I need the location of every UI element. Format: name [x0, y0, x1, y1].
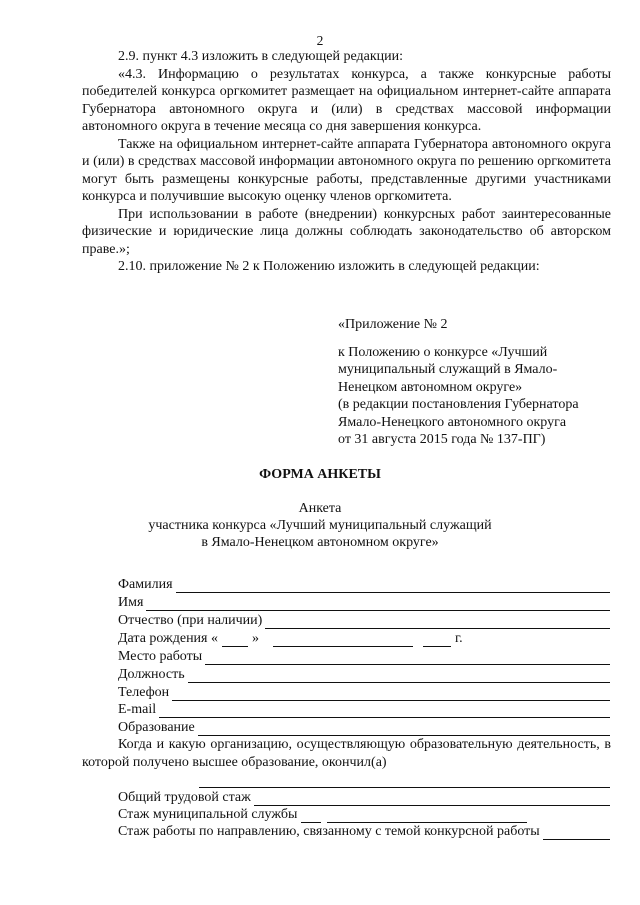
birthdate-label: Дата рождения « — [118, 631, 218, 646]
form-subtitle: Анкета — [298, 501, 342, 516]
paragraph-4-3: «4.3. Информацию о результатах конкурса, а также конкурсные работы победителей конкурса оргкомитет размещает на официальном интернет-сайте аппарата Губернатора автономного округа и (или) в средствах массовой информации автономного округа в течение месяца со дня завершения конкурса. — [82, 66, 611, 134]
total-experience-line[interactable] — [254, 792, 610, 806]
municipal-years-line[interactable] — [301, 809, 321, 823]
name-label: Имя — [118, 595, 144, 610]
name-line[interactable] — [146, 597, 610, 611]
paragraph-2-10: 2.10. приложение № 2 к Положению изложить в следующей редакции: — [118, 259, 540, 274]
phone-label: Телефон — [118, 685, 170, 700]
municipal-months-line[interactable] — [327, 809, 527, 823]
position-line[interactable] — [188, 669, 610, 683]
surname-field[interactable] — [118, 576, 610, 593]
municipal-experience-label: Стаж муниципальной службы — [118, 807, 298, 822]
amendment-text — [82, 48, 611, 276]
education-line[interactable] — [198, 722, 610, 736]
position-field[interactable] — [118, 666, 610, 683]
appendix-line: (в редакции постановления Губернатора — [338, 397, 579, 412]
phone-line[interactable] — [172, 687, 610, 701]
appendix-line: Ненецком автономном округе» — [338, 379, 523, 395]
workplace-line[interactable] — [205, 651, 610, 665]
form-subtitle: участника конкурса «Лучший муниципальный служащий — [148, 518, 492, 533]
paragraph-2-9: 2.9. пункт 4.3 изложить в следующей редакции: — [118, 49, 403, 64]
email-line[interactable] — [159, 704, 610, 718]
birth-year-line[interactable] — [423, 633, 451, 647]
form-heading: ФОРМА АНКЕТЫ — [259, 467, 381, 482]
surname-label: Фамилия — [118, 577, 173, 592]
email-field[interactable] — [118, 701, 610, 718]
appendix-header — [338, 316, 618, 449]
page-number: 2 — [316, 33, 324, 48]
appendix-line: к Положению о конкурсе «Лучший — [338, 344, 548, 360]
birthdate-field[interactable] — [118, 630, 463, 647]
direction-experience-label: Стаж работы по направлению, связанному с темой конкурсной работы — [118, 824, 540, 839]
position-label: Должность — [118, 667, 185, 682]
birth-year-suffix: г. — [455, 631, 463, 646]
phone-field[interactable] — [118, 684, 610, 701]
education-question-label: Когда и какую организацию, осуществляющую образовательную деятельность, в которой получено высшее образование, окончил(а) — [82, 737, 611, 770]
total-experience-label: Общий трудовой стаж — [118, 790, 251, 805]
education-question — [82, 736, 611, 771]
birth-day-line[interactable] — [222, 633, 248, 647]
name-field[interactable] — [118, 594, 610, 611]
appendix-title: «Приложение № 2 — [338, 317, 448, 332]
patronymic-field[interactable] — [118, 612, 610, 629]
workplace-field[interactable] — [118, 648, 610, 665]
appendix-line: от 31 августа 2015 года № 137-ПГ) — [338, 432, 546, 447]
patronymic-line[interactable] — [265, 615, 610, 629]
surname-line[interactable] — [176, 579, 610, 593]
direction-experience-field[interactable] — [118, 823, 610, 840]
birth-month-line[interactable] — [273, 633, 413, 647]
municipal-experience-field[interactable] — [118, 806, 610, 823]
email-label: E-mail — [118, 702, 157, 717]
appendix-line: муниципальный служащий в Ямало- — [338, 362, 558, 377]
education-label: Образование — [118, 720, 195, 735]
paragraph-copyright: При использовании в работе (внедрении) конкурсных работ заинтересованные физические и юридические лица должны соблюдать законодательство об авторском праве.»; — [82, 206, 611, 257]
education-answer-field[interactable] — [196, 771, 610, 788]
total-experience-field[interactable] — [118, 789, 610, 806]
patronymic-label: Отчество (при наличии) — [118, 613, 263, 628]
education-answer-line[interactable] — [199, 774, 610, 788]
direction-experience-line[interactable] — [543, 826, 610, 840]
appendix-line: Ямало-Ненецкого автономного округа — [338, 414, 567, 430]
birthdate-quote: » — [252, 631, 259, 646]
education-field[interactable] — [118, 719, 610, 736]
form-subtitle: в Ямало-Ненецком автономном округе» — [201, 535, 439, 550]
workplace-label: Место работы — [118, 649, 203, 664]
paragraph-publication: Также на официальном интернет-сайте аппарата Губернатора автономного округа и (или) в средствах массовой информации автономного округа по решению оргкомитета могут быть размещены конкурсные работы, представленные другими участниками конкурса и получившие высокую оценку членов оргкомитета. — [82, 136, 611, 204]
education-question-text — [82, 736, 611, 771]
